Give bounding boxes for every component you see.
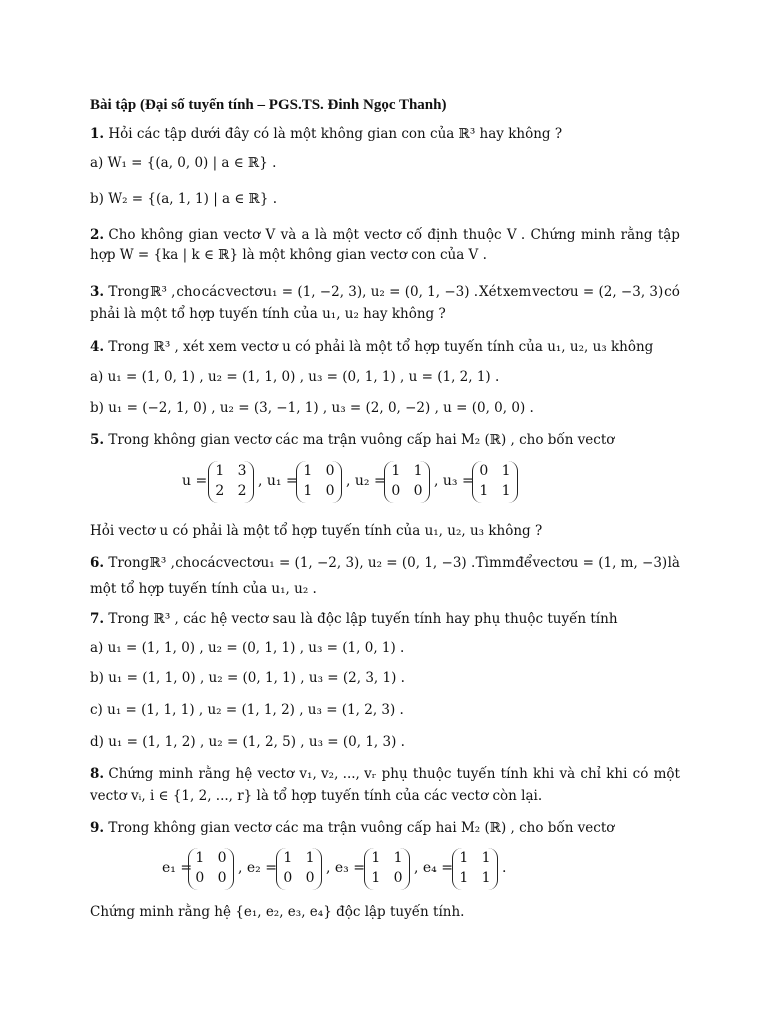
word: cho [176,284,201,300]
word: thuộc [463,227,502,243]
problem-number: 6. [90,555,105,571]
matrix-row: 1 0 [303,463,335,479]
matrix-row: 0 1 [479,463,511,479]
word: phụ [381,766,408,782]
word: Cho [108,227,136,243]
problem-3-line2: phải là một tổ hợp tuyến tính của u₁, u₂ hay không ? [90,306,446,322]
problem-6-line2: một tổ hợp tuyến tính của u₁, u₂ . [90,581,317,597]
matrix [452,848,498,890]
problem-6-line1 [90,552,680,574]
problem-start [90,281,149,303]
word: v₁, v₂, ..., vᵣ [299,766,377,782]
word: Chứng [108,766,154,782]
word: u = (2, −3, 3) [569,284,664,300]
word: vectơ [257,766,295,782]
matrix-name: , e₂ = [238,860,277,876]
problem-4b: b) u₁ = (−2, 1, 0) , u₂ = (3, −1, 1) , u₃ = (2, 0, −2) , u = (0, 0, 0) . [90,400,534,416]
matrix-name: , u₁ = [258,473,298,489]
problem-start [90,224,136,246]
problem-text: Trong không gian vectơ các ma trận vuông cấp hai M₂ (ℝ) , cho bốn vectơ [108,820,615,836]
problem-number: 2. [90,227,105,243]
problem-number: 7. [90,611,105,627]
problem-7d: d) u₁ = (1, 1, 2) , u₂ = (1, 2, 5) , u₃ = (0, 1, 3) . [90,734,405,750]
matrix-row: 1 0 [371,870,403,886]
matrix-row: 2 2 [215,483,247,499]
word: minh [580,227,616,243]
problem-7b: b) u₁ = (1, 1, 0) , u₂ = (0, 1, 1) , u₃ = (2, 3, 1) . [90,670,405,686]
word: u₁ = (1, −2, 3), u₂ = (0, 1, −3) . [260,555,476,571]
word: V [265,227,276,243]
matrix-row: 0 0 [195,870,227,886]
word: ℝ³ , [150,284,176,300]
matrix-name: , e₄ = [414,860,453,876]
word: một [332,227,359,243]
problem-1b: b) W₂ = {(a, 1, 1) | a ∈ ℝ} . [90,191,278,207]
word: tính [500,766,528,782]
word: Trong [108,555,150,571]
problem-number: 3. [90,284,105,300]
word: hệ [235,766,253,782]
word: khi [533,766,555,782]
problem-number: 8. [90,766,105,782]
problem-text: Trong không gian vectơ các ma trận vuông cấp hai M₂ (ℝ) , cho bốn vectơ [108,432,615,448]
matrix-row: 1 1 [371,850,403,866]
word: vectơ [223,555,261,571]
problem-8-line2: vectơ vᵢ, i ∈ {1, 2, ..., r} là tổ hợp tuyến tính của các vectơ còn lại. [90,788,543,804]
problem-7a: a) u₁ = (1, 1, 0) , u₂ = (0, 1, 1) , u₃ = (1, 0, 1) . [90,640,405,656]
problem-9-conclusion: Chứng minh rằng hệ {e₁, e₂, e₃, e₄} độc lập tuyến tính. [90,904,465,920]
word: Xét [479,284,503,300]
matrix [364,848,410,890]
matrix-name: , u₂ = [346,473,386,489]
matrix-row: 0 0 [391,483,423,499]
problem-text: Trong ℝ³ , các hệ vectơ sau là độc lập tuyến tính hay phụ thuộc tuyến tính [108,611,618,627]
word: gian [188,227,219,243]
word: Tìm [475,555,502,571]
problem-9 [90,817,680,839]
document-title: Bài tập (Đại số tuyến tính – PGS.TS. Đinh Ngọc Thanh) [90,97,447,113]
problem-7 [90,608,680,630]
matrix-name: u = [182,473,208,489]
matrix [208,461,254,503]
problem-2-line2: hợp W = {ka | k ∈ ℝ} là một không gian vectơ con của V . [90,247,487,263]
word: u₁ = (1, −2, 3), u₂ = (0, 1, −3) . [263,284,479,300]
word: rằng [620,227,653,243]
matrix [472,461,518,503]
problem-7c: c) u₁ = (1, 1, 1) , u₂ = (1, 1, 2) , u₃ = (1, 2, 3) . [90,702,404,718]
word: vectơ [223,227,261,243]
word: cố [406,227,423,243]
problem-1 [90,123,680,145]
word: vectơ [532,555,570,571]
problem-1a: a) W₁ = {(a, 0, 0) | a ∈ ℝ} . [90,155,277,171]
word: định [427,227,458,243]
word: minh [158,766,194,782]
matrix [276,848,322,890]
word: các [201,284,225,300]
matrix-name: , e₃ = [326,860,365,876]
word: để [515,555,533,571]
word: Chứng [530,227,576,243]
matrix-row: 1 1 [283,850,315,866]
problem-start [90,763,153,785]
matrix-row: 1 1 [459,850,491,866]
word: tuyến [456,766,496,782]
word: thuộc [412,766,452,782]
problem-number: 1. [90,126,105,142]
matrix-end: . [502,860,507,876]
word: chỉ [580,766,601,782]
word: và [280,227,297,243]
word: Trong [108,284,150,300]
matrix-name: , u₃ = [434,473,474,489]
word: các [199,555,224,571]
problem-4 [90,336,680,358]
word: là [667,555,680,571]
matrix-row: 1 0 [195,850,227,866]
matrix-row: 1 0 [303,483,335,499]
problem-5 [90,429,680,451]
word: khi [606,766,628,782]
word: u = (1, m, −3) [569,555,668,571]
problem-number: 9. [90,820,105,836]
matrix [296,461,342,503]
problem-5-question: Hỏi vectơ u có phải là một tổ hợp tuyến tính của u₁, u₂, u₃ không ? [90,523,543,539]
word: có [664,284,680,300]
word: xem [502,284,532,300]
word: m [502,555,515,571]
problem-4a: a) u₁ = (1, 0, 1) , u₂ = (1, 1, 0) , u₃ = (0, 1, 1) , u = (1, 2, 1) . [90,369,500,385]
word: là [314,227,328,243]
problem-number: 5. [90,432,105,448]
word: tập [657,227,680,243]
problem-8-line1 [90,763,680,785]
word: ℝ³ , [149,555,175,571]
word: a [301,227,310,243]
matrix-row: 1 3 [215,463,247,479]
matrix-name: e₁ = [162,860,193,876]
matrix-row: 1 1 [391,463,423,479]
word: vectơ [532,284,569,300]
problem-text: Trong ℝ³ , xét xem vectơ u có phải là một tổ hợp tuyến tính của u₁, u₂, u₃ không [108,339,654,355]
word: vectơ [364,227,401,243]
word: và [559,766,576,782]
problem-start [90,552,149,574]
matrix [384,461,430,503]
matrix-row: 0 0 [283,870,315,886]
problem-text: Hỏi các tập dưới đây có là một không gian con của ℝ³ hay không ? [108,126,563,142]
problem-number: 4. [90,339,105,355]
problem-2-line1 [90,224,680,246]
word: không [140,227,184,243]
word: một [653,766,680,782]
matrix-row: 1 1 [459,870,491,886]
word: cho [175,555,200,571]
word: vectơ [225,284,263,300]
word: rằng [198,766,231,782]
matrix [188,848,234,890]
matrix-row: 1 1 [479,483,511,499]
problem-3-line1 [90,281,680,303]
word: V . [506,227,526,243]
word: có [632,766,649,782]
